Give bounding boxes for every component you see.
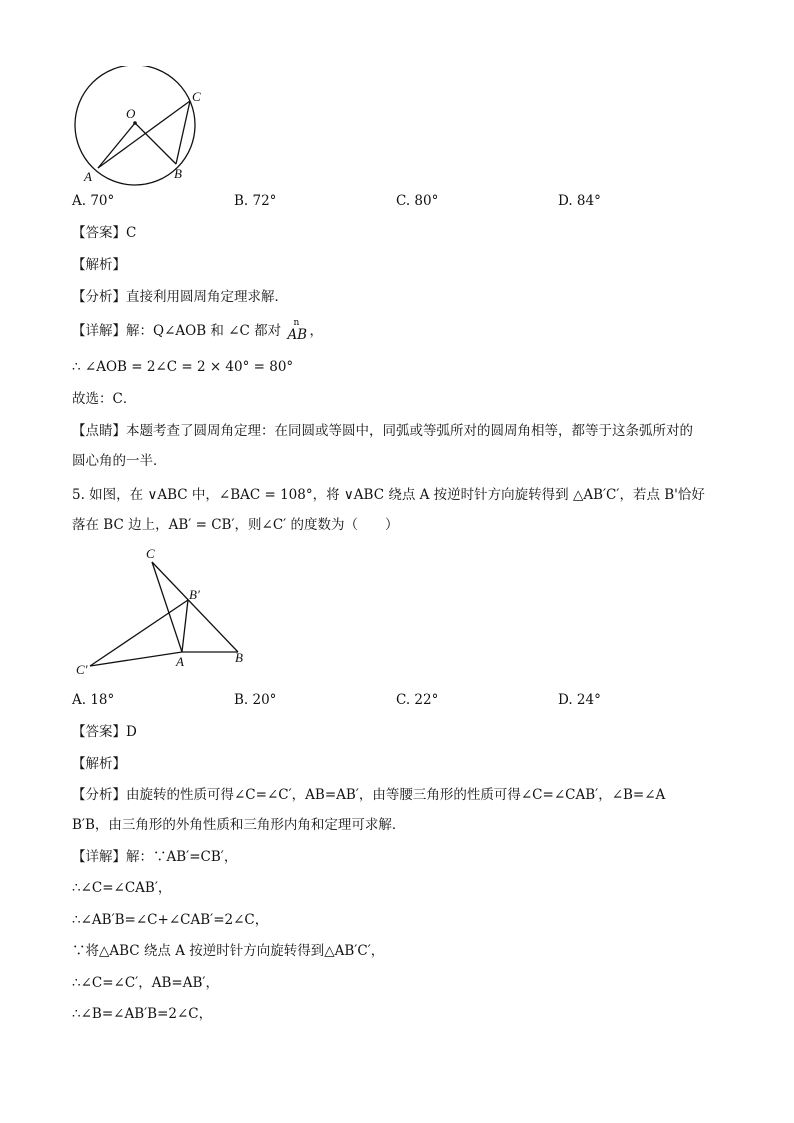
q5-choice-d: D. 24° (558, 692, 601, 708)
choice-c: C. 80° (396, 193, 439, 209)
fenxi-label: 【分析】 (72, 289, 126, 305)
dianjing-text-1: 本题考查了圆周角定理：在同圆或等圆中，同弧或等弧所对的圆周角相等，都等于这条弧所对的 (126, 423, 693, 439)
q5-step-4: ∴∠C=∠C′，AB=AB′， (72, 975, 219, 991)
analysis-heading (72, 256, 126, 274)
xiangjie-end: ， (309, 323, 323, 339)
choice-a: A. 70° (72, 193, 115, 209)
xiangjie-text: 解：Q∠AOB 和 ∠C 都对 (126, 323, 282, 339)
step-line: ∴ ∠AOB = 2∠C = 2 × 40° = 80° (72, 359, 294, 375)
analysis-label: 【解析】 (72, 257, 126, 273)
q5-xiangjie-text: 解：∵AB′=CB′， (126, 849, 238, 865)
label-B: B (174, 166, 182, 181)
label-O: O (126, 106, 136, 121)
arc-mark: n (293, 317, 300, 328)
q5-xiangjie-label: 【详解】 (72, 849, 126, 865)
q5-answer-label: 【答案】 (72, 724, 126, 740)
arc-ab (285, 317, 309, 343)
q5-analysis-heading (72, 755, 126, 773)
label-A: A (84, 169, 92, 184)
xiangjie-row (72, 317, 323, 343)
label-A: A (176, 654, 184, 669)
q5-fenxi-row (72, 786, 665, 804)
segment-AC (98, 101, 190, 168)
segment-OB (135, 123, 176, 164)
fenxi-row (72, 288, 288, 306)
q5-stem-1: 5. 如图，在 ∨ABC 中，∠BAC = 108°，将 ∨ABC 绕点 A 按逆时针方向旋转得到 △AB′C′，若点 B'恰好 (72, 487, 705, 503)
dianjing-row (72, 422, 693, 440)
answer-label: 【答案】 (72, 225, 126, 241)
answer-value: C (126, 225, 137, 241)
choice-b: B. 72° (234, 193, 277, 209)
label-C: C (146, 546, 155, 561)
xiangjie-label: 【详解】 (72, 323, 126, 339)
q5-answer-value: D (126, 724, 137, 740)
q5-fenxi-text-1: 由旋转的性质可得∠C=∠C′，AB=AB′，由等腰三角形的性质可得∠C=∠CAB′，∠B=∠A (126, 787, 666, 803)
q5-step-5: ∴∠B=∠AB′B=2∠C， (72, 1006, 213, 1022)
choose-line: 故选：C． (72, 391, 137, 407)
dianjing-text-2: 圆心角的一半． (72, 453, 167, 469)
q5-stem-2: 落在 BC 边上，AB′ = CB′，则∠C′ 的度数为（ ） (72, 517, 399, 533)
q5-choice-b: B. 20° (234, 692, 277, 708)
answer-row (72, 224, 136, 242)
q5-xiangjie-row (72, 848, 237, 866)
circle-figure (60, 66, 220, 190)
label-B: B (235, 650, 243, 665)
label-B-prime: B′ (189, 587, 200, 602)
q5-choice-c: C. 22° (396, 692, 439, 708)
q5-fenxi-text-2: B′B，由三角形的外角性质和三角形内角和定理可求解． (72, 817, 406, 833)
q5-step-3: ∵将△ABC 绕点 A 按逆时针方向旋转得到△AB′C′， (72, 943, 385, 959)
segment-AB-prime (182, 600, 188, 652)
center-point (133, 121, 137, 125)
label-C-prime: C′ (76, 662, 88, 677)
q5-analysis-label: 【解析】 (72, 756, 126, 772)
q5-choice-a: A. 18° (72, 692, 115, 708)
segment-C-prime-A (90, 652, 182, 666)
rotation-figure (70, 542, 260, 682)
segment-CB (152, 562, 238, 652)
q5-step-2: ∴∠AB′B=∠C+∠CAB′=2∠C， (72, 912, 269, 928)
dianjing-label: 【点睛】 (72, 423, 126, 439)
q5-step-1: ∴∠C=∠CAB′， (72, 880, 172, 896)
arc-label: AB (287, 326, 308, 343)
q5-answer-row (72, 723, 137, 741)
q5-fenxi-label: 【分析】 (72, 787, 126, 803)
label-C: C (192, 89, 201, 104)
choice-d: D. 84° (558, 193, 601, 209)
segment-C-prime-B-prime (90, 600, 188, 666)
fenxi-text: 直接利用圆周角定理求解． (126, 289, 288, 305)
